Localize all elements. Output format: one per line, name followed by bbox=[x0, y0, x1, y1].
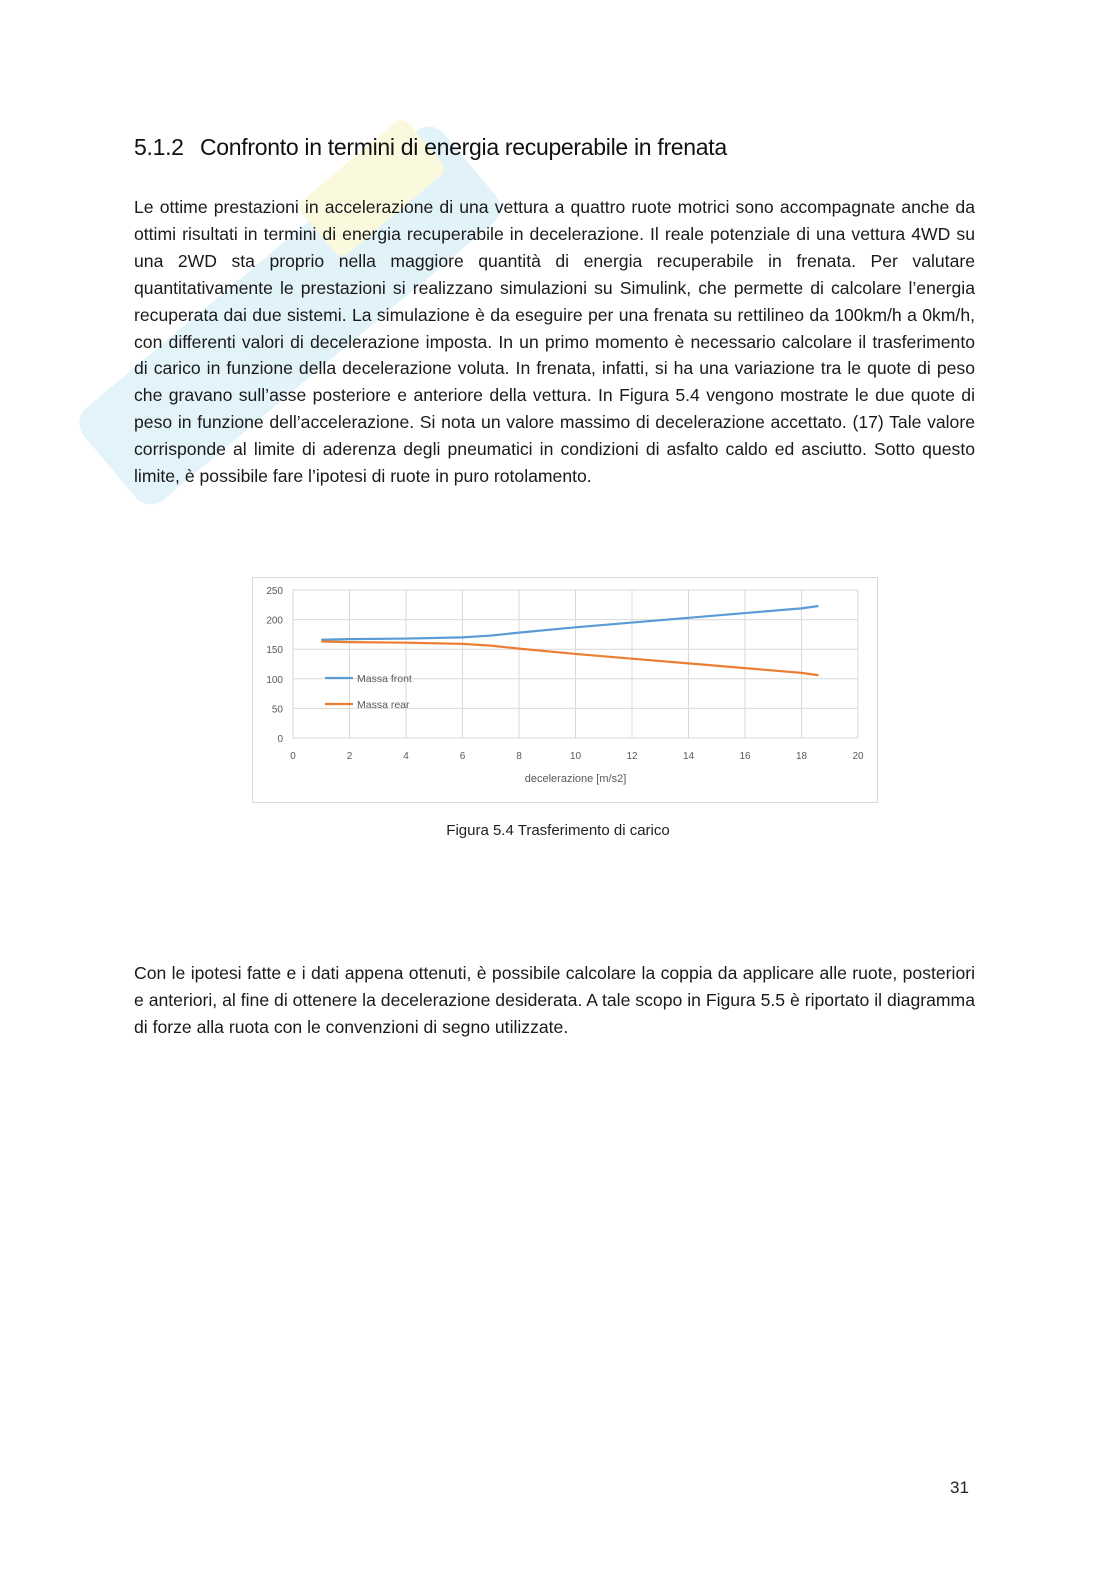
paragraph-2: Con le ipotesi fatte e i dati appena ottenuti, è possibile calcolare la coppia da applicare alle ruote, posteriori e anteriori, al fine di ottenere la decelerazione desiderata. A tale scopo in Figura 5.5 è riportato il diagramma di forze alla ruota con le convenzioni di segno utilizzate. bbox=[134, 963, 975, 1037]
x-axis-label: decelerazione [m/s2] bbox=[524, 773, 627, 785]
y-tick-label: 100 bbox=[266, 674, 283, 686]
x-tick-label: 4 bbox=[403, 751, 409, 762]
x-tick-label: 8 bbox=[516, 751, 522, 762]
legend-label: Massa front bbox=[357, 673, 412, 685]
x-tick-label: 12 bbox=[626, 751, 638, 762]
y-tick-label: 200 bbox=[266, 615, 283, 627]
x-tick-label: 2 bbox=[346, 751, 353, 762]
x-tick-label: 10 bbox=[569, 751, 582, 762]
series-line-massa-front bbox=[321, 606, 818, 640]
section-number: 5.1.2 bbox=[134, 134, 184, 160]
y-tick-label: 250 bbox=[266, 586, 283, 597]
figure-caption: Figura 5.4 Trasferimento di carico bbox=[446, 822, 670, 839]
x-tick-label: 14 bbox=[682, 751, 695, 762]
y-tick-label: 0 bbox=[277, 734, 283, 745]
x-tick-label: 16 bbox=[739, 751, 751, 762]
x-tick-label: 20 bbox=[852, 751, 864, 762]
series-line-massa-rear bbox=[321, 642, 818, 676]
y-tick-label: 150 bbox=[266, 645, 283, 657]
chart-frame bbox=[252, 577, 878, 803]
x-tick-label: 0 bbox=[290, 751, 296, 762]
legend-label: Massa rear bbox=[357, 699, 410, 711]
page-number: 31 bbox=[950, 1478, 969, 1497]
section-title: Confronto in termini di energia recuperabile in frenata bbox=[200, 134, 727, 160]
paragraph-1: Le ottime prestazioni in accelerazione di una vettura a quattro ruote motrici sono accompagnate anche da ottimi risultati in termini di energia recuperabile in decelerazione. Il reale potenziale di una vettura 4WD su una 2WD sta proprio nella maggiore quantità di energia recuperabile in frenata. Per valutare quantitativamente le prestazioni si realizzano simulazioni su Simulink, che permette di calcolare l’energia recuperata dai due sistemi. La simulazione è da eseguire per una frenata su rettilineo da 100km/h a 0km/h, con differenti valori di decelerazione imposta. In un primo momento è necessario calcolare il trasferimento di carico in funzione della decelerazione voluta. In frenata, infatti, si ha una variazione tra le quote di peso che gravano sull’asse posteriore e anteriore della vettura. In Figura 5.4 vengono mostrate le due quote di peso in funzione dell’accelerazione. Si nota un valore massimo di decelerazione accettato. (17) Tale valore corrisponde al limite di aderenza degli pneumatici in condizioni di asfalto caldo ed asciutto. Sotto questo limite, è possibile fare l’ipotesi di ruote in puro rotolamento. bbox=[134, 197, 975, 487]
y-tick-label: 50 bbox=[271, 704, 283, 716]
x-tick-label: 18 bbox=[795, 751, 808, 762]
x-tick-label: 6 bbox=[459, 751, 466, 762]
section-heading bbox=[134, 134, 994, 161]
load-transfer-chart bbox=[253, 578, 877, 802]
